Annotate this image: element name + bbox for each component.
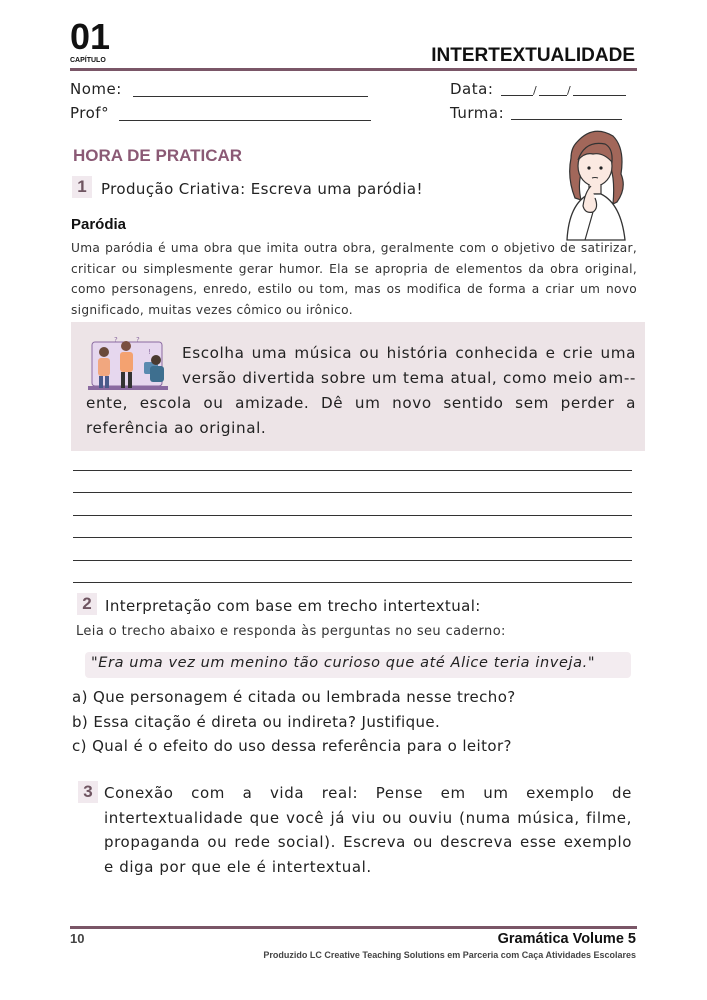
answer-line[interactable] (73, 582, 632, 583)
svg-text:?: ? (136, 336, 140, 344)
task1-number-badge: 1 (72, 176, 92, 198)
answer-line[interactable] (73, 560, 632, 561)
instruction-text (86, 341, 636, 441)
question-b: b) Essa citação é direta ou indireta? Justifique. (72, 713, 441, 731)
page-number: 10 (70, 931, 85, 946)
svg-text:!: ! (148, 348, 151, 356)
task3-text: Conexão com a vida real: Pense em um exemplo de intertextualidade que você já viu ou ouviu (numa música, filme, propaganda ou rede social). Escreva ou descreva esse exemplo e diga por que ele é intertextual. (104, 784, 632, 876)
book-title: Gramática Volume 5 (497, 931, 636, 947)
class-label: Turma: (450, 104, 505, 122)
teacher-label: Prof° (70, 104, 110, 122)
date-year-field[interactable] (573, 95, 626, 96)
date-label: Data: (450, 80, 494, 98)
thinking-girl-illustration (555, 122, 635, 242)
teacher-field[interactable] (119, 120, 371, 121)
task2-title: Interpretação com base em trecho intertextual: (105, 597, 481, 615)
answer-line[interactable] (73, 492, 632, 493)
answer-line[interactable] (73, 537, 632, 538)
chapter-title: INTERTEXTUALIDADE (431, 45, 635, 66)
parody-title: Paródia (71, 216, 127, 233)
footer-divider (70, 926, 637, 929)
task2-number-badge: 2 (77, 593, 97, 615)
answer-line[interactable] (73, 470, 632, 471)
chapter-number: 01 (70, 16, 111, 57)
question-c: c) Qual é o efeito do uso dessa referência para o leitor? (72, 737, 512, 755)
task3-number-badge: 3 (78, 781, 98, 803)
date-day-field[interactable] (501, 95, 533, 96)
date-separator: / (567, 84, 571, 97)
question-a: a) Que personagem é citada ou lembrada nesse trecho? (72, 688, 516, 706)
answer-line[interactable] (73, 515, 632, 516)
instruction-body: Escolha uma música ou história conhecida e crie uma versão divertida sobre um tema atual, como meio am--ente, escola ou amizade. Dê um novo sentido sem perder a referência ao original. (86, 344, 636, 437)
name-field[interactable] (133, 96, 368, 97)
name-label: Nome: (70, 80, 122, 98)
header-divider (70, 68, 637, 71)
class-field[interactable] (511, 119, 622, 120)
parody-definition: Uma paródia é uma obra que imita outra obra, geralmente com o objetivo de satirizar, criticar ou simplesmente gerar humor. Ela se apropria de elementos da obra original, como personagens, enredo, estilo ou tom, mas os modifica de forma a criar um novo significado, muitas vezes cômico ou irônico. (71, 241, 637, 317)
quote-text: "Era uma vez um menino tão curioso que até Alice teria inveja." (91, 655, 596, 671)
date-month-field[interactable] (539, 95, 567, 96)
chapter-label: CAPÍTULO (70, 57, 106, 64)
svg-text:?: ? (114, 336, 118, 344)
date-separator: / (533, 84, 537, 97)
section-heading: HORA DE PRATICAR (73, 146, 243, 165)
task1-title: Produção Criativa: Escreva uma paródia! (101, 180, 423, 198)
task2-intro: Leia o trecho abaixo e responda às perguntas no seu caderno: (76, 624, 506, 639)
credits: Produzido LC Creative Teaching Solutions em Parceria com Caça Atividades Escolares (263, 950, 636, 960)
